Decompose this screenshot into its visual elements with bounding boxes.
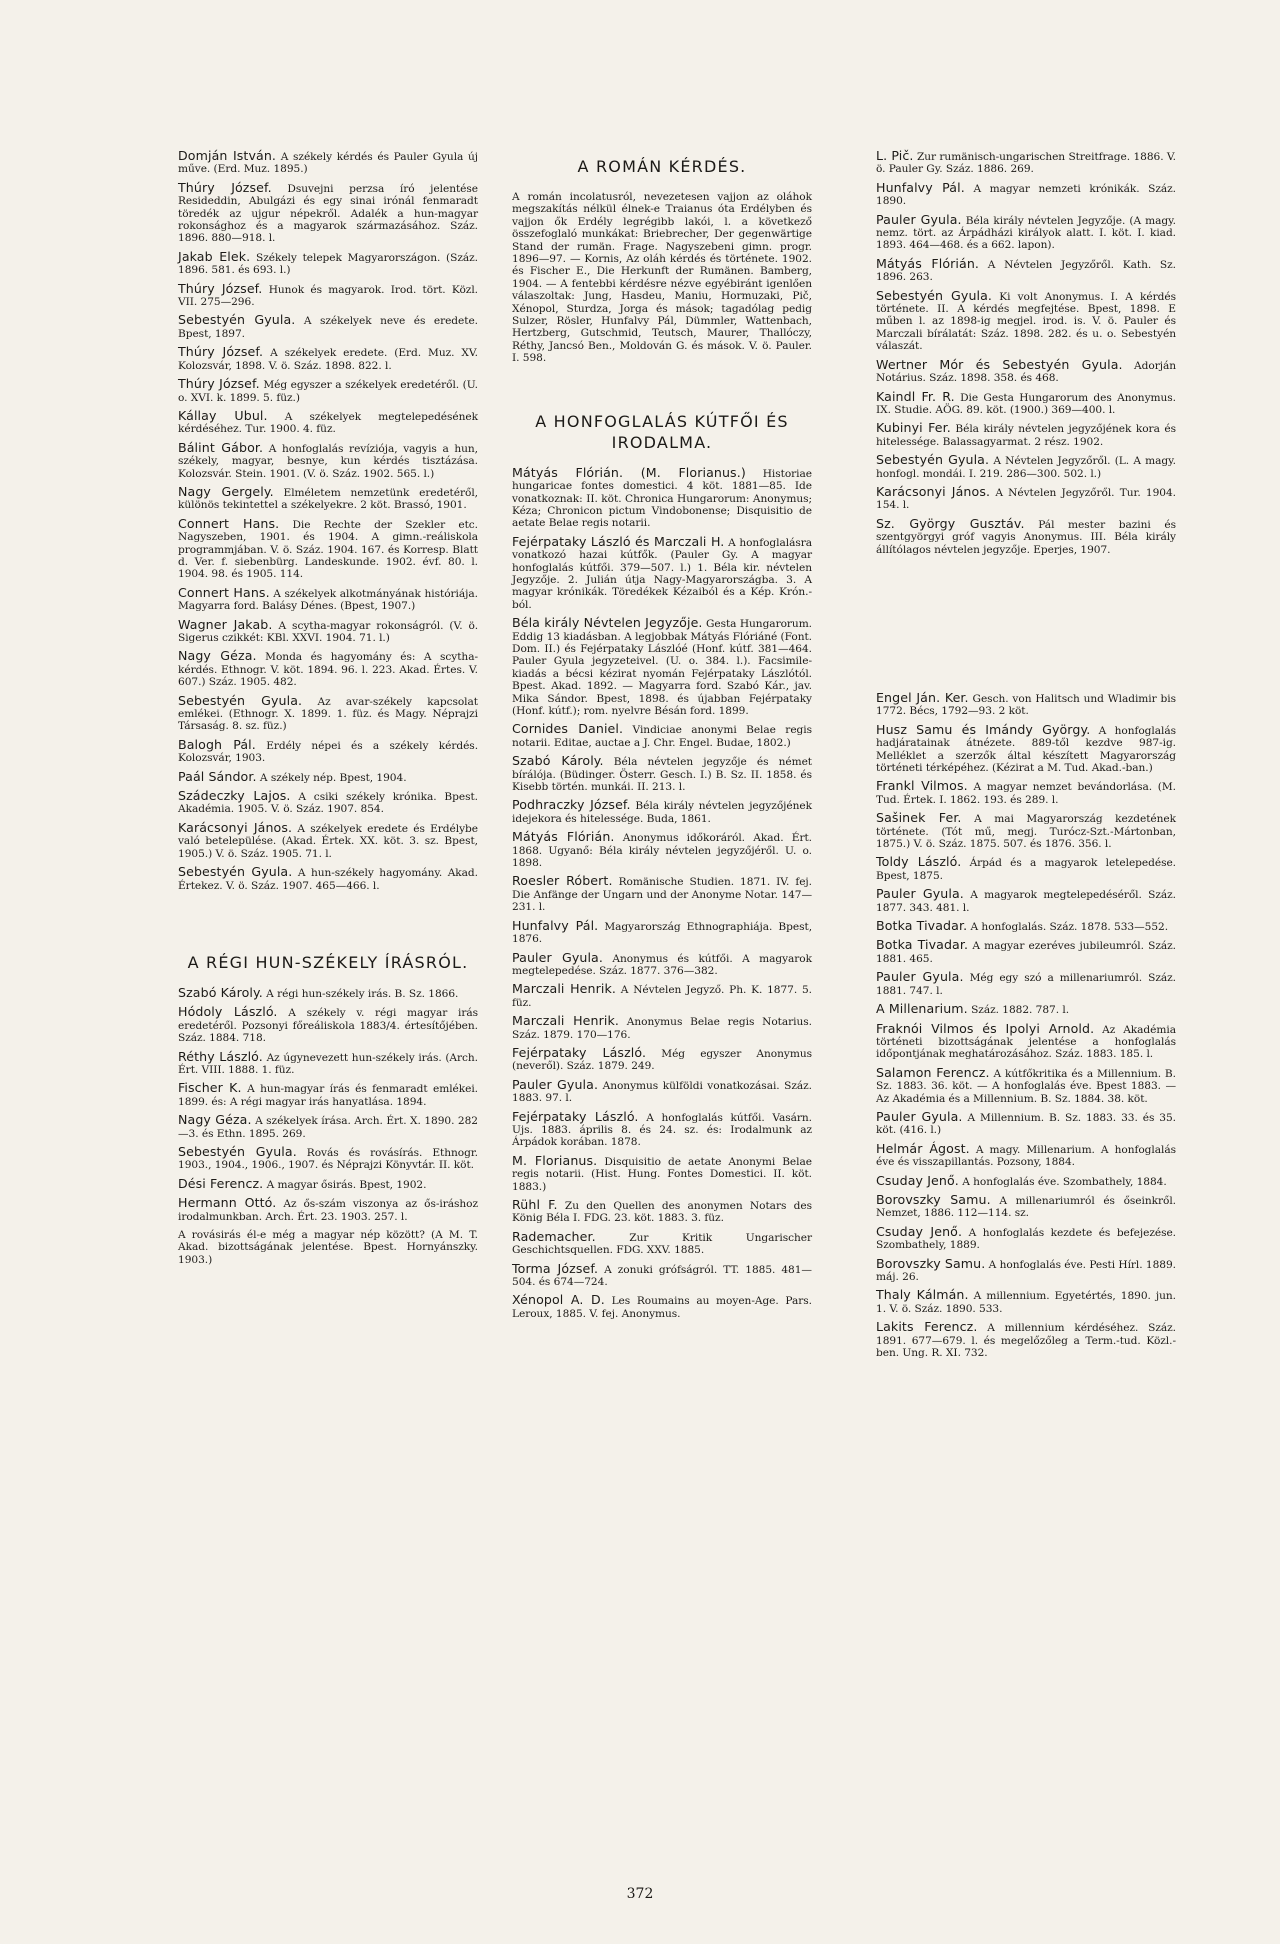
entry-author: Kállay Ubul.: [178, 407, 268, 423]
bibliography-entry: [178, 866, 478, 892]
entry-text: A honfoglalás hadjáratainak átnézete. 889-től kezdve 987-ig. Melléklet a szerzők által készített Magyarország történeti térképéhez. (Kézirat a M. Tud. Akad.-ban.): [876, 724, 1177, 774]
bibliography-entry: [876, 1140, 1176, 1169]
bibliography-entry: [876, 780, 1176, 806]
entry-text: Historiae hungaricae fontes domestici. 4 köt. 1881—85. Ide vonatkoznak: II. köt. Chronica Hungarorum: Anonymus; Kéza; Chronicon pictum Vindobonense; Disquisitio de aetate Belae regis notarii.: [512, 467, 812, 530]
bibliography-entry: [178, 280, 478, 309]
entry-text: A millennium. Egyetértés, 1890. jun. 1. V. ö. Száz. 1890. 533.: [876, 1290, 1176, 1315]
entry-text: Béla király névtelen jegyzőjének kora és hitelessége. Balassagyarmat. 2 rész. 1902.: [876, 423, 1176, 448]
entry-text: Elméletem nemzetünk eredetéről, különös tekintettel a székelyekre. 2 köt. Brassó, 1901.: [178, 486, 478, 512]
entry-text: Hunok és magyarok. Irod. tört. Közl. VII. 275—296.: [178, 283, 478, 309]
entry-author: Rademacher.: [512, 1228, 596, 1244]
entry-author: Engel Ján. Ker.: [876, 689, 969, 705]
left-entries-2: [178, 984, 479, 1266]
entry-author: Domján István.: [178, 148, 277, 163]
entry-author: Borovszky Samu.: [876, 1255, 986, 1271]
entry-author: Cornides Daniel.: [512, 721, 624, 737]
entry-author: Botka Tivadar.: [876, 918, 968, 934]
entry-text: Béla király névtelen Jegyzője. (A magy. nemz. tört. az Árpádházi királyok alatt. I. köt. I. kiad. 1893. 464—468. és a 662. lapon).: [876, 214, 1176, 252]
entry-author: L. Pič.: [876, 148, 914, 163]
left-entries-1: [178, 150, 478, 892]
entry-text: A honfoglalás kezdete és befejezése. Szombathely, 1889.: [876, 1226, 1176, 1252]
entry-author: Csuday Jenő.: [876, 1223, 963, 1239]
entry-author: Jakab Elek.: [178, 248, 251, 264]
entry-text: Monda és hagyomány és: A scytha-kérdés. Ethnogr. V. köt. 1894. 96. l. 223. Akad. Értes. V. 607.) Száz. 1905. 482.: [178, 651, 478, 689]
bibliography-entry: [876, 856, 1176, 882]
entry-text: A székelyek eredete és Erdélybe való betelepülése. (Akad. Értek. XX. köt. 3. sz. Bpest, 1905.) V. ö. Száz. 1905. 71. l.: [178, 822, 478, 860]
entry-text: Anonymus Belae regis Notarius. Száz. 1879. 170—176.: [512, 1016, 812, 1041]
entry-text: A székelyek neve és eredete. Bpest, 1897.: [178, 315, 478, 340]
bibliography-entry: [876, 689, 1176, 718]
entry-author: Csuday Jenő.: [876, 1172, 959, 1188]
entry-author: Paál Sándor.: [178, 768, 257, 784]
bibliography-entry: [512, 949, 812, 978]
bibliography-entry: [512, 617, 812, 717]
entry-author: Sebestyén Gyula.: [876, 287, 993, 303]
entry-text: Még egyszer Anonymus (neveről). Száz. 1879. 249.: [512, 1047, 812, 1073]
entry-text: Az ős-szám viszonya az ős-iráshoz irodalmunkban. Arch. Ért. 23. 1903. 257. l.: [178, 1198, 479, 1223]
bibliography-entry: [178, 650, 478, 688]
bibliography-entry: [512, 1044, 812, 1073]
entry-text: Gesch. von Halitsch und Wladimir bis 1772. Bécs, 1792—93. 2 köt.: [876, 692, 1176, 718]
entry-author: Borovszky Samu.: [876, 1191, 991, 1207]
right-column: [876, 150, 1176, 1365]
left-column: [178, 150, 478, 1272]
entry-text: Anonymus időkoráról. Akad. Ért. 1868. Ugyanő: Béla király névtelen jegyzőjéről. U. o. 1898.: [512, 832, 812, 870]
entry-text: A Névtelen Jegyző. Ph. K. 1877. 5. füz.: [512, 984, 812, 1009]
bibliography-entry: [512, 1015, 812, 1041]
entry-text: A honfoglalás éve. Szombathely, 1884.: [962, 1175, 1167, 1188]
entry-author: Sebestyén Gyula.: [178, 1143, 297, 1159]
entry-author: Pauler Gyula.: [876, 886, 964, 902]
entry-author: Thúry József.: [178, 179, 272, 195]
entry-author: Thúry József.: [178, 376, 260, 392]
entry-text: Die Gesta Hungarorum des Anonymus. IX. Studie. AÖG. 89. köt. (1900.) 369—400. l.: [876, 391, 1176, 416]
bibliography-entry: [876, 388, 1176, 417]
entry-text: Die Rechte der Szekler etc. Nagyszeben, 1901. és 1904. A gimn.-reáliskola programmjában. V. ö. Száz. 1904. 167. és Korresp. Blatt d. Ver. f. siebenbürg. Landeskunde. 1902. évf. 80. l. 1904. 98. és 1905. 114.: [178, 518, 478, 581]
bibliography-entry: [876, 939, 1176, 965]
entry-author: Hunfalvy Pál.: [512, 917, 599, 933]
entry-author: Thúry József.: [178, 280, 263, 296]
middle-column: [512, 150, 812, 1326]
bibliography-entry: [178, 1197, 478, 1223]
section-heading-roman-kerdes: A ROMÁN KÉRDÉS.: [577, 157, 747, 176]
bibliography-entry: [512, 533, 813, 611]
bibliography-entry: [178, 616, 479, 645]
entry-text: A honfoglalás revíziója, vagyis a hun, székely, magyar, besnye, kun kérdés tisztázása. Kolozsvár. Stein. 1901. (V. ö. Száz. 1902. 565. l.): [178, 442, 478, 480]
bibliography-entry: [178, 483, 478, 512]
bibliography-entry: [512, 917, 813, 946]
entry-text: Béla király névtelen jegyzőjének idejekora és hitelessége. Buda, 1861.: [512, 800, 812, 825]
entry-text: A székely v. régi magyar irás eredetéről. Pozsonyi főreáliskola 1883/4. értesítőjében. Száz. 1884. 718.: [178, 1007, 478, 1045]
bibliography-entry: [178, 378, 478, 404]
entry-text: A székelyek megtelepedésének kérdéséhez. Tur. 1900. 4. füz.: [178, 410, 478, 436]
entry-text: Dsuvejni perzsa író jelentése Resideddin, Abulgázi és egy sinai irónál fenmaradt töredék az ujgur népekről. Adalék a hun-magyar rokonsághoz és a magyarok származásához. Száz. 1896. 880—918. l.: [178, 182, 479, 245]
entry-author: Pauler Gyula.: [876, 1108, 963, 1124]
entry-author: Sebestyén Gyula.: [876, 452, 990, 468]
entry-author: Hunfalvy Pál.: [876, 179, 965, 195]
bibliography-entry: [876, 179, 1176, 208]
entry-text: A székely kérdés és Pauler Gyula új műve. (Erd. Muz. 1895.): [178, 151, 479, 176]
entry-text: Magyarország Ethnographiája. Bpest, 1876.: [512, 920, 813, 946]
bibliography-entry: [178, 736, 479, 765]
entry-text: A Névtelen Jegyzőről. Tur. 1904. 154. l.: [876, 486, 1176, 512]
entry-text: A Millennium. B. Sz. 1883. 33. és 35. köt. (416. l.): [876, 1111, 1176, 1137]
bibliography-entry: [178, 790, 478, 816]
bibliography-entry: [178, 407, 478, 436]
entry-text: A hun-székely hagyomány. Akad. Értekez. V. ö. Száz. 1907. 465—466. l.: [178, 867, 478, 892]
bibliography-entry: [876, 483, 1176, 512]
bibliography-entry: [178, 1143, 478, 1172]
bibliography-entry: [876, 287, 1176, 353]
entry-text: A magyar nemzet bevándorlása. (M. Tud. Értek. I. 1862. 193. és 289. l.: [876, 781, 1176, 806]
bibliography-entry: [876, 1321, 1176, 1359]
entry-author: Réthy László.: [178, 1048, 263, 1064]
entry-text: Ki volt Anonymus. I. A kérdés története. II. A kérdés megfejtése. Bpest, 1898. E műben l. az 1898-ig megjel. irod. is. V. ö. Pauler és Marczali bírálatát: Száz. 1898. 282. és u. o. Sebestyén válaszát.: [876, 290, 1176, 353]
entry-text: A magy. Millenarium. A honfoglalás éve és visszapillantás. Pozsony, 1884.: [876, 1143, 1176, 1169]
entry-author: A Millenarium.: [876, 1001, 968, 1017]
entry-text: Árpád és a magyarok letelepedése. Bpest, 1875.: [876, 857, 1176, 882]
bibliography-entry: [876, 1172, 1176, 1188]
entry-text: Még egyszer a székelyek eredetéről. (U. o. XVI. k. 1899. 5. füz.): [178, 379, 478, 404]
entry-text: A magyar nemzeti krónikák. Száz. 1890.: [876, 182, 1176, 208]
entry-text: A Névtelen Jegyzőről. (L. A magy. honfogl. mondái. I. 219. 286—300. 502. l.): [876, 455, 1176, 480]
bibliography-entry: [876, 721, 1177, 775]
right-entries-1: [876, 150, 1176, 556]
bibliography-entry: [512, 983, 812, 1009]
entry-author: Toldy László.: [876, 854, 962, 870]
bibliography-entry: [876, 1191, 1176, 1220]
bibliography-entry: [512, 1076, 812, 1105]
entry-text: A millenariumról és őseinkről. Nemzet, 1886. 112—114. sz.: [876, 1194, 1176, 1220]
bibliography-entry: [178, 584, 478, 613]
entry-text: A millennium kérdéséhez. Száz. 1891. 677—679. l. és megelőzőleg a Term.-tud. Közl.-ben. Ung. R. XI. 732.: [876, 1322, 1176, 1360]
entry-text: A székelyek alkotmányának históriája. Magyarra ford. Balásy Dénes. (Bpest, 1907.): [178, 587, 478, 613]
entry-author: Mátyás Flórián. (M. Florianus.): [512, 464, 746, 480]
entry-author: Wagner Jakab.: [178, 616, 273, 632]
bibliography-entry: [876, 150, 1176, 176]
entry-text: Pál mester bazini és szentgyörgyi gróf vagyis Anonymus. III. Béla király állítólagos névtelen jegyzője. Eperjes, 1907.: [876, 518, 1176, 556]
entry-text: A magyar ezeréves jubileumról. Száz. 1881. 465.: [876, 940, 1176, 965]
entry-text: A székelyek eredete. (Erd. Muz. XV. Kolozsvár, 1898. V. ö. Száz. 1898. 822. l.: [178, 347, 478, 372]
entry-author: Hermann Ottó.: [178, 1195, 277, 1211]
bibliography-entry: [178, 314, 478, 340]
entry-author: Pauler Gyula.: [512, 949, 603, 965]
bibliography-entry: [178, 179, 479, 245]
entry-author: Thúry József.: [178, 344, 264, 360]
entry-author: Fejérpataky László.: [512, 1044, 647, 1060]
entry-author: Fraknói Vilmos és Ipolyi Arnold.: [876, 1020, 1095, 1036]
section-heading-honfoglalas: A HONFOGLALÁS KÚTFŐI ÉS IRODALMA.: [535, 411, 789, 452]
entry-text: Gesta Hungarorum. Eddig 13 kiadásban. A legjobbak Mátyás Flóriáné (Font. Dom. II.) és Fejérpataky Lászlóé (Honf. kútf. 381—464. Pauler Gyula jegyzeteivel. (U. o. 384. l.). Facsimile-kiadás a bécsi kézirat nyomán Fejérpataky Lászlótól. Bpest. Akad. 1892. — Magyarra ford. Szabó Kár., jav. Mika Sándor. Bpest, 1898. és újabban Fejérpataky (Honf. kútf.); rom. nyelvre Bésán ford. 1899.: [512, 618, 813, 717]
bibliography-entry: [876, 971, 1176, 997]
entry-author: Rühl F.: [512, 1197, 558, 1212]
entry-text: A magyarok megtelepedéséről. Száz. 1877. 343. 481. l.: [876, 889, 1176, 914]
bibliography-entry: [876, 920, 1176, 933]
entry-author: Husz Samu és Imándy György.: [876, 721, 1091, 737]
entry-text: Zu den Quellen des anonymen Notars des König Béla I. FDG. 23. köt. 1883. 3. füz.: [512, 1200, 812, 1225]
right-entries-2: [876, 689, 1177, 1360]
entry-author: Szabó Károly.: [178, 984, 263, 1000]
entry-author: Marczali Henrik.: [512, 1013, 619, 1029]
bibliography-entry: [178, 439, 478, 480]
entry-author: Bálint Gábor.: [178, 439, 264, 455]
middle-entries: [512, 464, 813, 1321]
bibliography-entry: [512, 464, 812, 530]
bibliography-entry: [178, 150, 478, 176]
entry-text: A zonuki grófságról. TT. 1885. 481—504. és 674—724.: [512, 1263, 812, 1289]
entry-text: A honfoglalásra vonatkozó hazai kútfők. (Pauler Gy. A magyar honfoglalás kútfői. 379—507. l.) 1. Béla kir. névtelen Jegyzője. 2. Julián útja Nagy-Magyarországba. 3. A magyar krónikák. Töredékek Kézaiból és a Kép. Krón.-ból.: [512, 536, 813, 611]
entry-author: Kubinyi Fer.: [876, 420, 951, 436]
bibliography-entry: [178, 248, 478, 277]
entry-author: Nagy Géza.: [178, 648, 257, 664]
entry-text: Vindiciae anonymi Belae regis notarii. Editae, auctae a J. Chr. Engel. Budae, 1802.): [512, 724, 812, 749]
roman-kerdes-intro: A román incolatusról, nevezetesen vajjon az oláhok megszakítás nélkül élnek-e Traianus óta Erdélyben és vajjon ők Erdély legrégibb lakói, l. a következő összefoglaló munkákat: Briebrecher, Der gegenwärtige Stand der rumän. Frage. Nagyszebeni gimn. progr. 1896—97. — Kornis, Az oláh kérdés és története. 1902. és Fischer E., Die Herkunft der Rumänen. Bamberg, 1904. — A fentebbi kérdésre nézve egyébiránt igenlően válaszoltak: Jung, Hasdeu, Maniu, Hormuzaki, Pič, Xénopol, Sturdza, Jorga és mások; tagadólag pedig Sulzer, Rösler, Hunfalvy Pál, Dümmler, Wattenbach, Hertzberg, Gutschmid, Teutsch, Maurer, Thallóczy, Réthy, Jancsó Ben., Moldován G. és mások. V. ö. Pauler. I. 598.: [512, 191, 812, 365]
entry-text: Béla névtelen jegyzője és német bírálója. (Büdinger. Österr. Gesch. I.) B. Sz. II. 1858. és Kisebb történ. munkái. II. 213. l.: [512, 756, 813, 794]
entry-text: Anonymus külföldi vonatkozásai. Száz. 1883. 97. l.: [512, 1079, 812, 1105]
entry-author: Helmár Ágost.: [876, 1140, 970, 1156]
bibliography-entry: [512, 723, 812, 749]
bibliography-entry: [876, 1223, 1176, 1252]
bibliography-entry: [178, 346, 478, 372]
entry-text: A honfoglalás. Száz. 1878. 533—552.: [970, 921, 1169, 934]
entry-text: Száz. 1882. 787. l.: [971, 1004, 1070, 1017]
bibliography-entry: [178, 768, 478, 784]
bibliography-entry: [876, 356, 1176, 385]
entry-text: Anonymus és kútfői. A magyarok megtelepedése. Száz. 1877. 376—382.: [512, 952, 812, 977]
entry-author: Connert Hans.: [178, 584, 270, 600]
bibliography-entry: [178, 1006, 478, 1044]
entry-author: Mátyás Flórián.: [512, 829, 615, 845]
bibliography-entry: [876, 211, 1176, 252]
entry-author: Mátyás Flórián.: [876, 255, 980, 271]
entry-author: Karácsonyi János.: [876, 483, 991, 499]
bibliography-entry: [876, 1064, 1176, 1105]
entry-text: Erdély népei és a székely kérdés. Kolozsvár, 1903.: [178, 739, 479, 765]
bibliography-entry: [876, 454, 1176, 480]
bibliography-entry: [876, 1289, 1176, 1315]
bibliography-entry: [178, 1229, 478, 1266]
entry-author: Lakits Ferencz.: [876, 1319, 978, 1335]
entry-author: Dési Ferencz.: [178, 1175, 264, 1191]
entry-author: Fischer K.: [178, 1080, 242, 1096]
entry-text: Az úgynevezett hun-székely irás. (Arch. Ért. VIII. 1888. 1. füz.: [178, 1051, 479, 1076]
entry-author: Pauler Gyula.: [512, 1076, 599, 1092]
bibliography-entry: [512, 1199, 812, 1225]
entry-text: A Névtelen Jegyzőről. Kath. Sz. 1896. 263.: [876, 258, 1176, 284]
entry-text: A kútfőkritika és a Millennium. B. Sz. 1883. 36. köt. — A honfoglalás éve. Bpest 1883. — Az Akadémia és a Millennium. B. Sz. 1884. 38. köt.: [876, 1067, 1176, 1105]
entry-author: Roesler Róbert.: [512, 873, 613, 889]
entry-author: Botka Tivadar.: [876, 937, 969, 953]
entry-author: Pauler Gyula.: [876, 969, 964, 985]
entry-text: Adorján Notárius. Száz. 1898. 358. és 468.: [876, 359, 1176, 385]
entry-text: Még egy szó a millenariumról. Száz. 1881. 747. l.: [876, 972, 1176, 997]
entry-author: Szádeczky Lajos.: [178, 788, 291, 804]
entry-text: A magyar ősirás. Bpest, 1902.: [266, 1178, 427, 1191]
entry-author: Béla király Névtelen Jegyzője.: [512, 615, 703, 631]
entry-text: A régi hun-székely irás. B. Sz. 1866.: [266, 987, 459, 1000]
entry-author: Sebestyén Gyula.: [178, 312, 296, 328]
entry-text: Les Roumains au moyen-Age. Pars. Leroux, 1885. V. fej. Anonymus.: [512, 1295, 812, 1320]
entry-text: Az Akadémia történeti bizottságának jelentése a honfoglalás időpontjának meghatározásához. Száz. 1883. 185. l.: [876, 1023, 1176, 1061]
bibliography-entry: [876, 888, 1176, 914]
entry-author: Sašinek Fer.: [876, 810, 962, 826]
bibliography-entry: [512, 1260, 812, 1289]
entry-author: Xénopol A. D.: [512, 1292, 605, 1308]
entry-author: Wertner Mór és Sebestyén Gyula.: [876, 356, 1123, 372]
entry-text: Zur rumänisch-ungarischen Streitfrage. 1886. V. ö. Pauler Gy. Száz. 1886. 269.: [876, 151, 1176, 176]
entry-author: Fejérpataky László és Marczali H.: [512, 533, 725, 549]
entry-author: Connert Hans.: [178, 515, 280, 531]
bibliography-entry: [178, 984, 478, 1000]
entry-author: Podhraczky József.: [512, 797, 631, 813]
bibliography-entry: [876, 1255, 1176, 1284]
bibliography-entry: [876, 812, 1176, 850]
page-number: 372: [626, 1886, 654, 1902]
entry-author: Nagy Gergely.: [178, 483, 274, 499]
bibliography-entry: [512, 1152, 812, 1193]
bibliography-entry: [178, 1114, 478, 1140]
bibliography-entry: [178, 1048, 479, 1077]
bibliography-entry: [512, 1108, 812, 1149]
bibliography-entry: [178, 515, 478, 581]
entry-author: Sebestyén Gyula.: [178, 692, 303, 708]
entry-text: A székely nép. Bpest, 1904.: [259, 771, 407, 784]
entry-text: Az avar-székely kapcsolat emlékei. (Ethnogr. X. 1899. 1. füz. és Magy. Néprajzi Társaság. 8. sz. füz.): [178, 695, 478, 733]
section-heading-hun-szekely-iras: A RÉGI HUN-SZÉKELY ÍRÁSRÓL.: [187, 952, 469, 972]
entry-text: Székely telepek Magyarországon. (Száz. 1896. 581. és 693. l.): [178, 251, 478, 277]
bibliography-entry: [876, 422, 1176, 448]
entry-text: A csiki székely krónika. Bpest. Akadémia. 1905. V. ö. Száz. 1907. 854.: [178, 791, 478, 816]
bibliography-entry: [178, 1175, 478, 1191]
entry-text: A hun-magyar írás és fenmaradt emlékei. 1899. és: A régi magyar irás hanyatlása. 1894.: [178, 1083, 478, 1108]
bibliography-entry: [512, 799, 812, 825]
entry-author: Sz. György Gusztáv.: [876, 515, 1025, 531]
entry-author: Torma József.: [512, 1260, 599, 1276]
entry-text: A mai Magyarország kezdetének története. (Tót mű, megj. Turócz-Szt.-Mártonban, 1875.) V. ö. Száz. 1875. 507. és 1876. 356. l.: [876, 813, 1176, 851]
entry-author: M. Florianus.: [512, 1152, 598, 1168]
bibliography-entry: [512, 1294, 812, 1320]
bibliography-entry: [178, 692, 478, 733]
entry-author: Kaindl Fr. R.: [876, 388, 955, 404]
bibliography-entry: [512, 875, 812, 913]
entry-author: Nagy Géza.: [178, 1112, 252, 1128]
entry-author: Pauler Gyula.: [876, 211, 962, 227]
entry-text: A honfoglalás kútfői. Vasárn. Ujs. 1883. április 8. és 24. sz. és: Irodalmunk az Árpádok korában. 1878.: [512, 1111, 812, 1149]
bibliography-entry: [876, 255, 1176, 284]
bibliography-entry: [178, 1082, 478, 1108]
entry-author: Hódoly László.: [178, 1004, 278, 1020]
bibliography-entry: [512, 755, 812, 793]
bibliography-entry: [876, 1020, 1176, 1061]
entry-text: Romänische Studien. 1871. IV. fej. Die Anfänge der Ungarn und der Anonyme Notar. 147—231. l.: [512, 876, 812, 914]
entry-text: A scytha-magyar rokonságról. (V. ö. Sigerus czikkét: KBl. XXVI. 1904. 71. l.): [178, 619, 479, 644]
entry-author: Frankl Vilmos.: [876, 778, 968, 794]
entry-text: Disquisitio de aetate Anonymi Belae regis notarii. (Hist. Hung. Fontes Domestici. II. köt. 1883.): [512, 1155, 812, 1193]
entry-text: A rovásirás él-e még a magyar nép között? (A M. T. Akad. bizottságának jelentése. Bpest. Hornyánszky. 1903.): [178, 1229, 478, 1266]
entry-author: Thaly Kálmán.: [876, 1287, 969, 1303]
entry-author: Szabó Károly.: [512, 753, 604, 769]
bibliography-entry: [178, 819, 478, 860]
entry-text: A honfoglalás éve. Pesti Hírl. 1889. máj. 26.: [876, 1258, 1176, 1283]
bibliography-entry: [876, 1108, 1176, 1137]
bibliography-entry: [512, 1228, 812, 1257]
entry-author: Balogh Pál.: [178, 736, 256, 752]
bibliography-entry: [876, 515, 1176, 556]
bibliography-entry: [876, 1003, 1176, 1016]
entry-author: Marczali Henrik.: [512, 981, 616, 997]
entry-author: Sebestyén Gyula.: [178, 864, 293, 880]
entry-author: Fejérpataky László.: [512, 1108, 639, 1124]
entry-text: Rovás és rovásírás. Ethnogr. 1903., 1904., 1906., 1907. és Néprajzi Könyvtár. II. köt.: [178, 1146, 478, 1172]
bibliography-entry: [512, 831, 812, 869]
entry-text: A székelyek írása. Arch. Ért. X. 1890. 282—3. és Ethn. 1895. 269.: [178, 1115, 478, 1140]
entry-author: Salamon Ferencz.: [876, 1064, 990, 1080]
entry-author: Karácsonyi János.: [178, 819, 293, 835]
entry-text: Zur Kritik Ungarischer Geschichtsquellen. FDG. XXV. 1885.: [512, 1231, 812, 1257]
